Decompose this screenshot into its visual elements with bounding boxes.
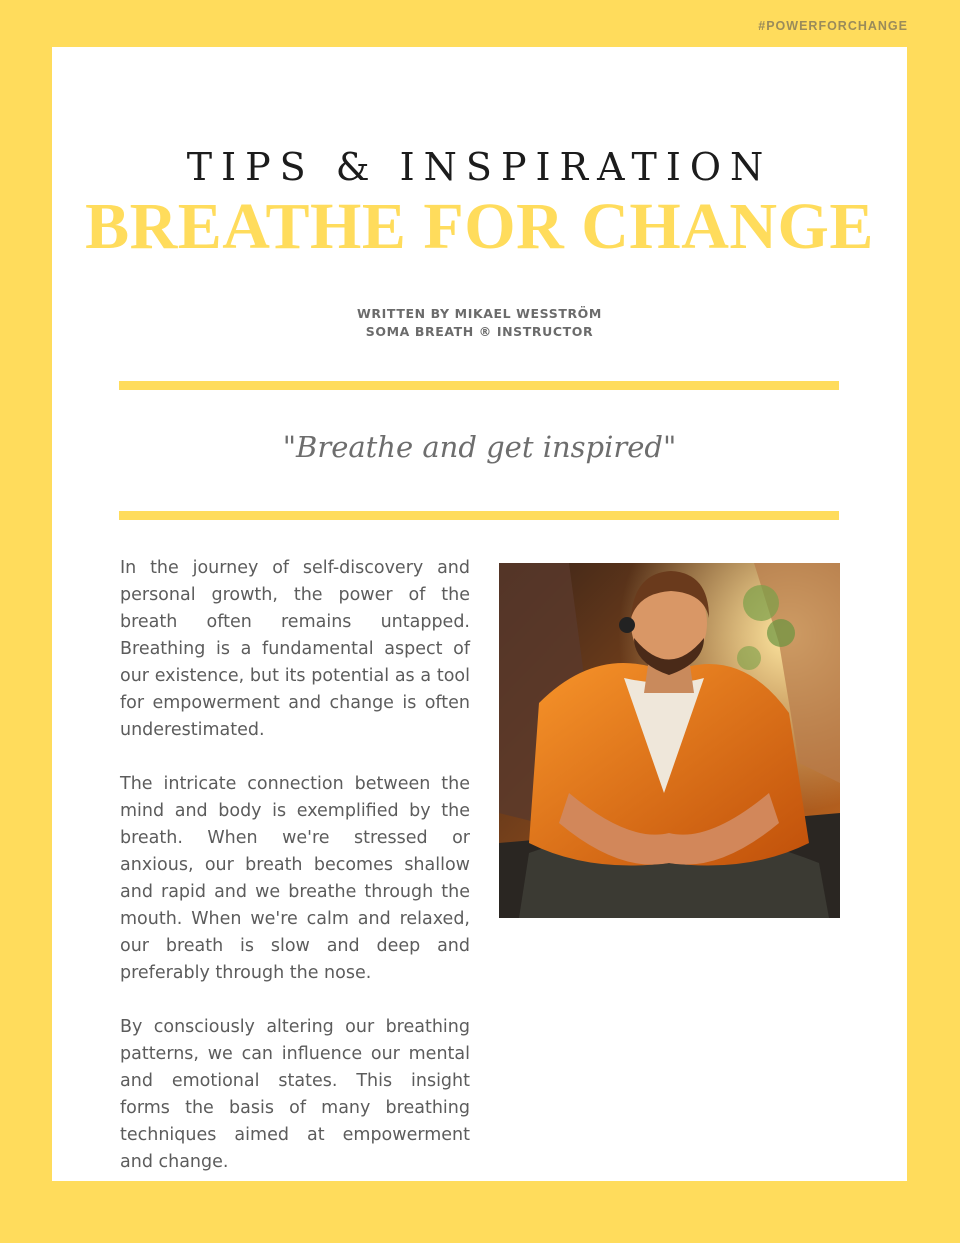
divider-bottom: [119, 511, 839, 520]
paragraph: The intricate connection between the mind and body is exemplified by the breath. When we're stressed or anxious, our breath becomes shallow and rapid and we breathe through the mouth. When we're calm and relaxed, our breath is slow and deep and preferably through the nose.: [120, 774, 470, 983]
author-line: WRITTEN BY MIKAEL WESSTRÖM: [357, 306, 602, 321]
divider-top: [119, 381, 839, 390]
article-body: [120, 555, 470, 1203]
hashtag: #POWERFORCHANGE: [758, 19, 908, 33]
byline: [52, 305, 907, 340]
section-kicker: TIPS & INSPIRATION: [186, 145, 773, 189]
author-title: SOMA BREATH ® INSTRUCTOR: [365, 323, 594, 339]
paragraph: In the journey of self-discovery and personal growth, the power of the breath often remains untapped. Breathing is a fundamental aspect of our existence, but its potential as a tool for empowerment and change is often underestimated.: [120, 558, 470, 740]
meditating-man-illustration: [499, 563, 840, 918]
page-title: BREATHE FOR CHANGE: [85, 190, 874, 263]
pull-quote: "Breathe and get inspired": [282, 430, 677, 464]
paragraph: By consciously altering our breathing patterns, we can influence our mental and emotional states. This insight forms the basis of many breathing techniques aimed at empowerment and change.: [120, 1017, 470, 1172]
article-card: [52, 47, 907, 1181]
